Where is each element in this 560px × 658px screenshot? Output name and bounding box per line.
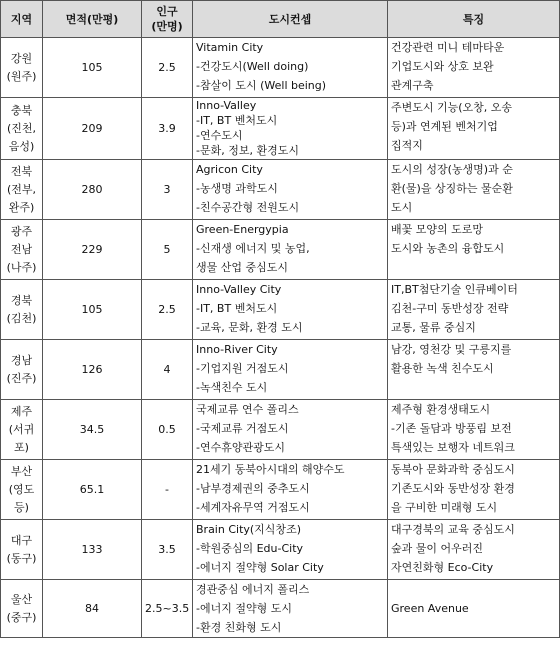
concept-line: Green-Energypia	[196, 223, 289, 236]
concept-line: -녹색친수 도시	[196, 381, 268, 394]
cell-features	[388, 400, 560, 460]
feature-line: 을 구비한 미래형 도시	[391, 501, 498, 514]
cell-region: 울산 (중구)	[1, 580, 43, 638]
concept-line: -세계자유무역 거점도시	[196, 501, 310, 514]
cell-concept	[193, 580, 388, 638]
cell-population: 3.5	[142, 520, 193, 580]
concept-line: Inno-River City	[196, 343, 278, 356]
concept-line: -친수공간형 전원도시	[196, 201, 300, 214]
cell-features	[388, 98, 560, 160]
feature-line: 환(물)을 상징하는 물순환	[391, 182, 513, 195]
cell-area: 133	[43, 520, 142, 580]
cell-area: 209	[43, 98, 142, 160]
concept-line: -참살이 도시 (Well being)	[196, 79, 327, 92]
cell-region: 충북 (진천, 음성)	[1, 98, 43, 160]
feature-line: 기업도시와 상호 보완	[391, 60, 494, 73]
feature-line: 관계구축	[391, 79, 434, 92]
feature-line: 집적지	[391, 139, 423, 152]
cell-region: 대구 (동구)	[1, 520, 43, 580]
table-row	[1, 220, 560, 280]
feature-line: 활용한 녹색 친수도시	[391, 362, 494, 375]
cell-concept	[193, 280, 388, 340]
cell-concept	[193, 520, 388, 580]
concept-line: -에너지 절약형 Solar City	[196, 561, 324, 574]
cell-concept	[193, 400, 388, 460]
table-row	[1, 38, 560, 98]
cell-area: 65.1	[43, 460, 142, 520]
concept-line: -국제교류 거점도시	[196, 422, 289, 435]
cell-area: 280	[43, 160, 142, 220]
cell-features	[388, 160, 560, 220]
header-area: 면적(만평)	[43, 1, 142, 38]
concept-line: Inno-Valley City	[196, 283, 282, 296]
concept-line: 21세기 동북아시대의 해양수도	[196, 463, 345, 476]
concept-line: Inno-Valley	[196, 99, 257, 112]
cell-population: -	[142, 460, 193, 520]
cell-population: 0.5	[142, 400, 193, 460]
cell-area: 229	[43, 220, 142, 280]
concept-line: -농생명 과학도시	[196, 182, 278, 195]
cell-population: 4	[142, 340, 193, 400]
concept-line: -환경 친화형 도시	[196, 621, 282, 634]
cell-area: 105	[43, 280, 142, 340]
concept-line: -기업지원 거점도시	[196, 362, 289, 375]
cell-region: 경북 (김천)	[1, 280, 43, 340]
cell-region: 경남 (진주)	[1, 340, 43, 400]
cell-region: 부산 (영도 등)	[1, 460, 43, 520]
concept-line: -학원중심의 Edu-City	[196, 542, 304, 555]
feature-line: 숲과 물이 어우러진	[391, 542, 484, 555]
cell-area: 126	[43, 340, 142, 400]
header-concept: 도시컨셉	[193, 1, 388, 38]
cell-features	[388, 220, 560, 280]
concept-line: -IT, BT 벤처도시	[196, 302, 278, 315]
cell-features	[388, 340, 560, 400]
cell-features	[388, 460, 560, 520]
feature-line: 주변도시 기능(오창, 오송	[391, 101, 513, 114]
cell-area: 84	[43, 580, 142, 638]
cell-features	[388, 280, 560, 340]
feature-line: Green Avenue	[391, 602, 469, 615]
concept-line: Agricon City	[196, 163, 263, 176]
cell-concept	[193, 38, 388, 98]
concept-line: -문화, 정보, 환경도시	[196, 144, 299, 157]
concept-line: -연수도시	[196, 129, 243, 142]
cell-region: 전북 (전부, 완주)	[1, 160, 43, 220]
cell-concept	[193, 340, 388, 400]
cell-population: 3	[142, 160, 193, 220]
table-row	[1, 340, 560, 400]
table-row	[1, 280, 560, 340]
cell-features	[388, 38, 560, 98]
table-row	[1, 580, 560, 638]
cell-features	[388, 580, 560, 638]
feature-line: 김천-구미 동반성장 전략	[391, 302, 509, 315]
table-row	[1, 400, 560, 460]
feature-line: 대구경북의 교육 중심도시	[391, 523, 515, 536]
concept-line: Vitamin City	[196, 41, 264, 54]
cell-region: 강원 (원주)	[1, 38, 43, 98]
cell-area: 34.5	[43, 400, 142, 460]
cell-population: 2.5~3.5	[142, 580, 193, 638]
feature-line: IT,BT첨단기술 인큐베이터	[391, 283, 518, 296]
cell-concept	[193, 160, 388, 220]
header-row	[1, 1, 560, 38]
concept-line: -남부경제권의 중추도시	[196, 482, 310, 495]
feature-line: 배꽃 모양의 도로망	[391, 223, 484, 236]
cell-population: 5	[142, 220, 193, 280]
feature-line: 제주형 환경생태도시	[391, 403, 491, 416]
concept-line: 경관중심 에너지 폴리스	[196, 583, 310, 596]
feature-line: 도시의 성장(농생명)과 순	[391, 163, 513, 176]
table-body	[1, 38, 560, 638]
table-row	[1, 520, 560, 580]
feature-line: 자연친화형 Eco-City	[391, 561, 494, 574]
concept-line: 생물 산업 중심도시	[196, 261, 289, 274]
concept-line: -에너지 절약형 도시	[196, 602, 292, 615]
header-population: 인구 (만명)	[142, 1, 193, 38]
cell-area: 105	[43, 38, 142, 98]
table-row	[1, 460, 560, 520]
table-row	[1, 160, 560, 220]
feature-line: 건강관련 미니 테마타운	[391, 41, 505, 54]
header-region: 지역	[1, 1, 43, 38]
cell-concept	[193, 460, 388, 520]
table-row	[1, 98, 560, 160]
cell-region: 광주 전남 (나주)	[1, 220, 43, 280]
feature-line: 동북아 문화과학 중심도시	[391, 463, 515, 476]
cell-population: 2.5	[142, 38, 193, 98]
cell-concept	[193, 220, 388, 280]
concept-line: -신재생 에너지 및 농업,	[196, 242, 310, 255]
feature-line: -기존 돌담과 방풍림 보전	[391, 422, 512, 435]
concept-line: -IT, BT 벤처도시	[196, 114, 278, 127]
cell-concept	[193, 98, 388, 160]
concept-line: -교육, 문화, 환경 도시	[196, 321, 303, 334]
feature-line: 교통, 물류 중심지	[391, 321, 476, 334]
cell-population: 2.5	[142, 280, 193, 340]
feature-line: 도시와 농촌의 융합도시	[391, 242, 505, 255]
feature-line: 도시	[391, 201, 413, 214]
feature-line: 특색있는 보행자 네트워크	[391, 441, 515, 454]
feature-line: 등)과 연계된 벤처기업	[391, 120, 498, 133]
feature-line: 기존도시와 동반성장 환경	[391, 482, 515, 495]
cell-region: 제주 (서귀포)	[1, 400, 43, 460]
concept-line: -연수휴양관광도시	[196, 441, 285, 454]
concept-line: -건강도시(Well doing)	[196, 60, 309, 73]
concept-line: 국제교류 연수 폴리스	[196, 403, 299, 416]
header-features: 특징	[388, 1, 560, 38]
feature-line: 남강, 영천강 및 구릉지를	[391, 343, 512, 356]
cell-features	[388, 520, 560, 580]
concept-line: Brain City(지식창조)	[196, 523, 301, 536]
cell-population: 3.9	[142, 98, 193, 160]
